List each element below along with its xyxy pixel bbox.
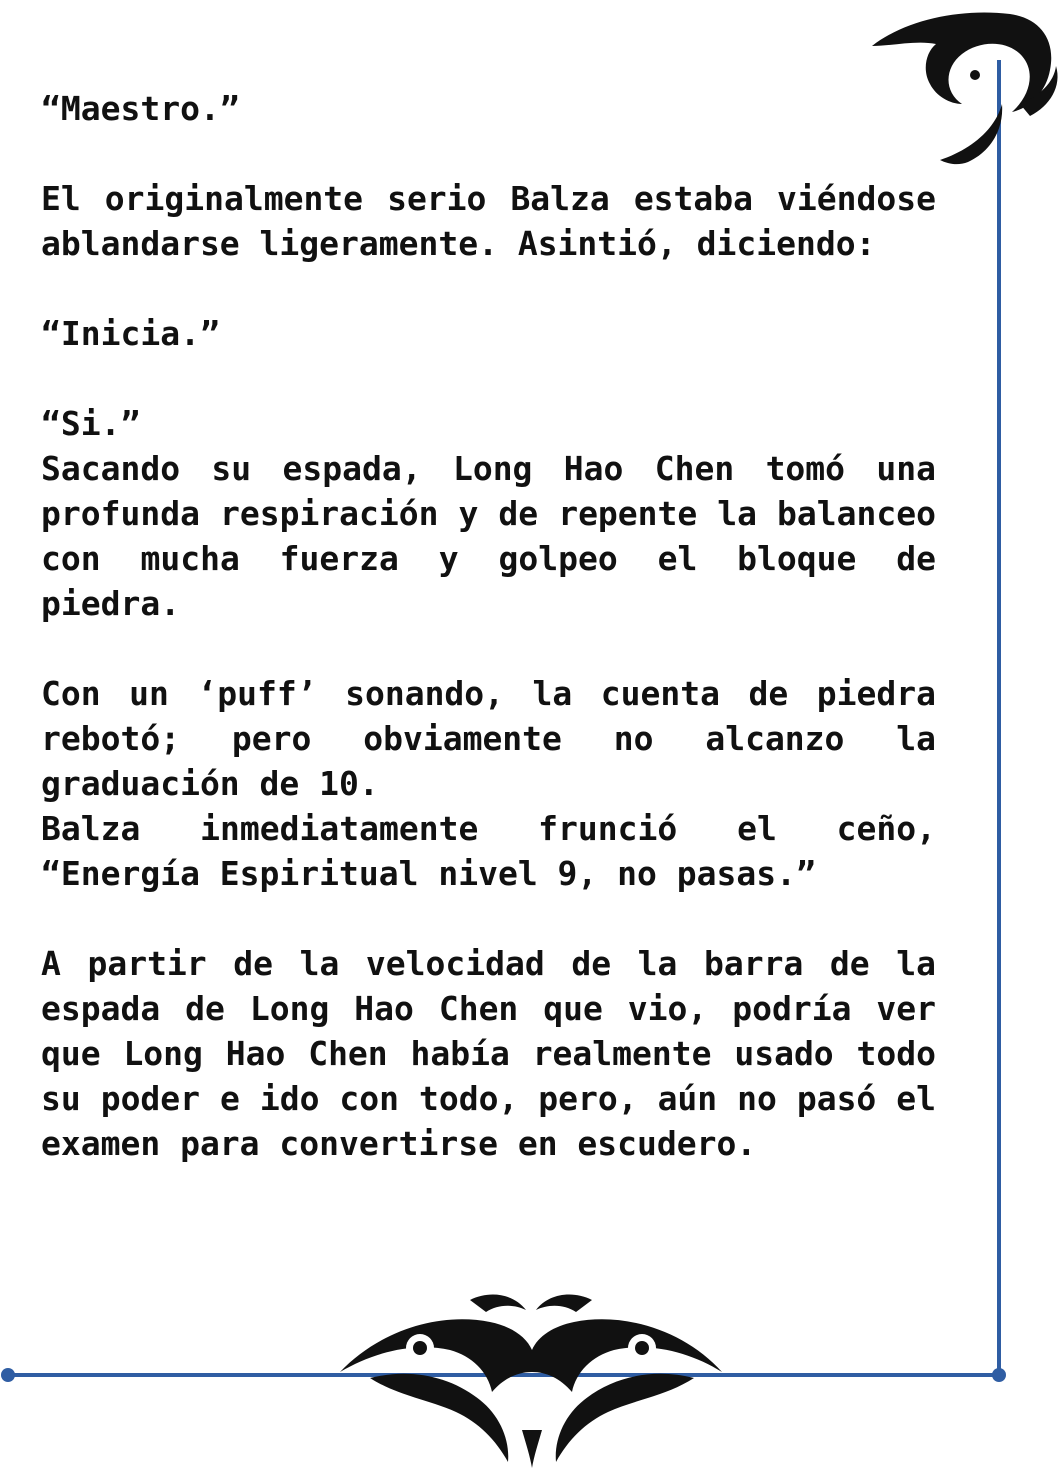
paragraph-balza-nods: El originalmente serio Balza estaba viéndose ablandarse ligeramente. Asintió, diciendo: <box>41 179 936 263</box>
bottom-center-ornament-icon <box>340 1295 722 1468</box>
frame-corner-dot <box>992 1368 1006 1382</box>
paragraph-sword-strike: Sacando su espada, Long Hao Chen tomó una profunda respiración y de repente la balanceo con mucha fuerza y golpeo el bloque de piedra. <box>41 449 936 623</box>
paragraph-si: “Si.” <box>41 404 141 443</box>
paragraph-inicia: “Inicia.” <box>41 314 220 353</box>
paragraph-puff: Con un ‘puff’ sonando, la cuenta de piedra rebotó; pero obviamente no alcanzo la graduación de 10. <box>41 674 936 803</box>
frame-left-dot <box>1 1368 15 1382</box>
paragraph-conclusion: A partir de la velocidad de la barra de la espada de Long Hao Chen que vio, podría ver que Long Hao Chen había realmente usado todo su poder e ido con todo, pero, aún no pasó el examen para convertirse en escudero. <box>41 944 936 1163</box>
chapter-text <box>41 86 936 1166</box>
paragraph-balza-frowns: Balza inmediatamente frunció el ceño, “Energía Espiritual nivel 9, no pasas.” <box>41 809 936 893</box>
paragraph-maestro: “Maestro.” <box>41 89 240 128</box>
